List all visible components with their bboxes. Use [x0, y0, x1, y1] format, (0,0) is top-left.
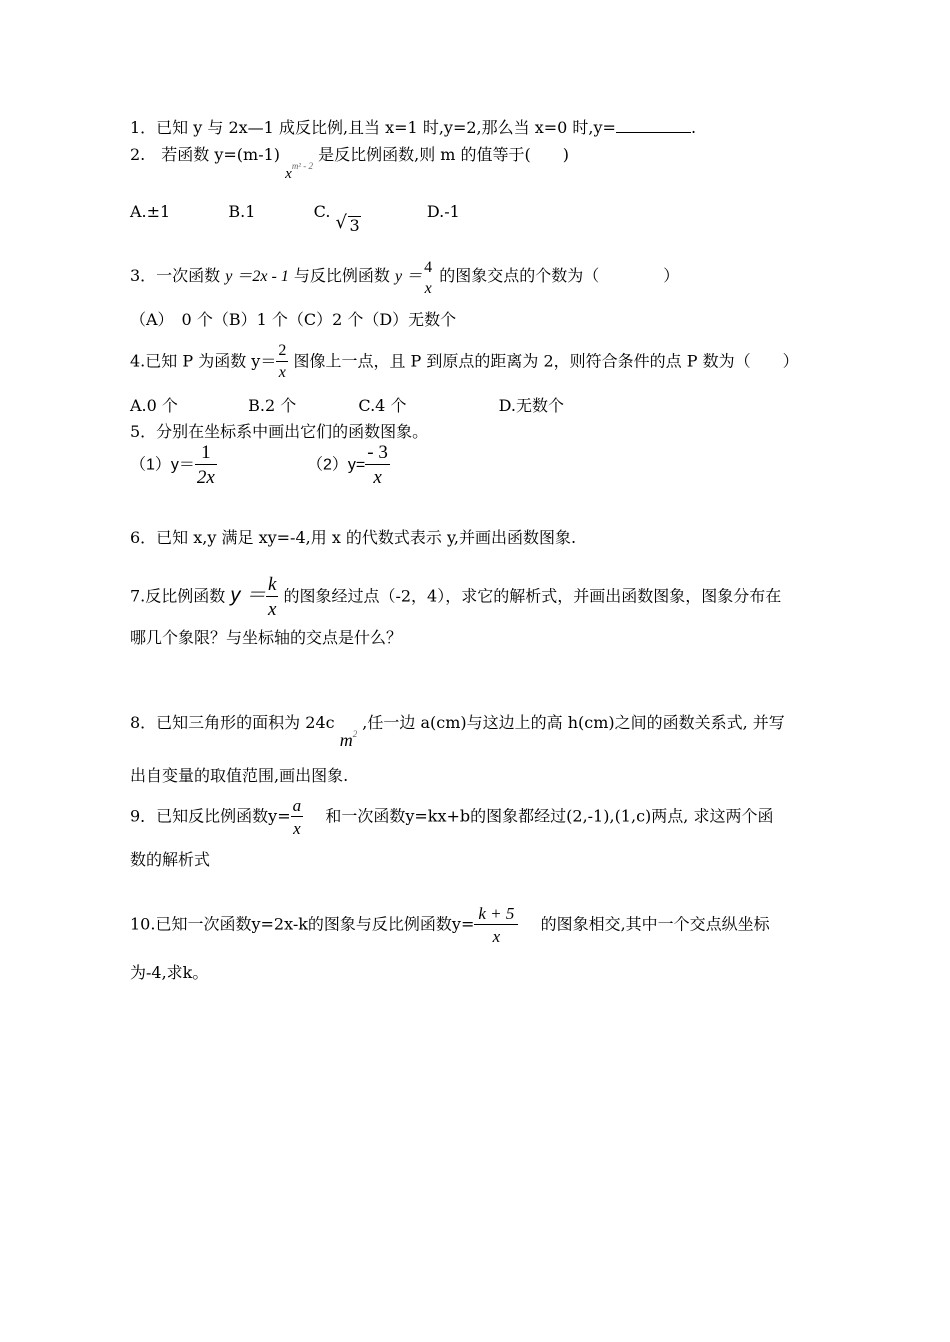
question-5: 5．分别在坐标系中画出它们的函数图象。 [130, 422, 429, 441]
question-7: 7.反比例函数 y ＝ $\frac{k}{x}$ 的图象经过点（-2，4），求它的解析式，并画出函数图象，图象分布在 [130, 574, 782, 620]
question-2: 2. 若函数 y=(m-1) $x^{m^2 - 2}$ 是反比例函数,则 m 的值等于( ) [130, 145, 570, 182]
question-2-options [130, 202, 460, 235]
question-8-line-2: 出自变量的取值范围,画出图象. [130, 766, 349, 785]
question-1: 1．已知 y 与 2x—1 成反比例,且当 x=1 时,y=2,那么当 x=0 时,y= . [130, 118, 697, 137]
fraction: $\frac{k}{x}$ [267, 574, 277, 620]
question-4: 4.已知 P 为函数 y＝ $\frac{2}{x}$ 图像上一点，且 P 到原点的距离为 2，则符合条件的点 P 数为（ ） [130, 342, 799, 381]
option-d: D.无数个 [498, 396, 564, 415]
question-5-parts: （1）y＝ $\frac{1}{2x}$ （2）y= $\frac{- 3}{x}$ [130, 442, 388, 488]
fraction: $\frac{1}{2x}$ [196, 442, 215, 488]
answer-blank [616, 118, 691, 133]
question-9-line-2: 数的解析式 [130, 850, 211, 869]
power-expression: $x^{m^2 - 2}$ [285, 161, 314, 182]
fraction: $\frac{2}{x}$ [278, 342, 287, 381]
option-b: B.2 个 [248, 396, 297, 415]
option-c: C. [313, 202, 331, 221]
unit-expression: $m^2$ [339, 729, 358, 750]
option-d: D.-1 [426, 202, 460, 221]
question-3-options: （A） 0 个（B）1 个（C）2 个（D）无数个 [130, 310, 457, 329]
fraction: $\frac{k + 5}{x}$ [474, 905, 518, 945]
option-c: C.4 个 [358, 396, 407, 415]
question-7-line-2: 哪几个象限？与坐标轴的交点是什么？ [130, 628, 403, 647]
option-a: A.0 个 [130, 396, 178, 415]
question-4-options [130, 398, 564, 414]
option-a: A.±1 [130, 202, 171, 221]
question-8: 8．已知三角形的面积为 24c $m^2$ ,任一边 a(cm)与这边上的高 h(cm)之间的函数关系式, 并写 [130, 713, 785, 750]
question-10-line-2: 为-4,求k。 [130, 963, 209, 982]
fraction: $\frac{- 3}{x}$ [367, 442, 388, 488]
fraction: 4 x [424, 259, 433, 297]
fraction: $\frac{a}{x}$ [292, 796, 302, 838]
option-b: B.1 [228, 202, 256, 221]
question-10: 10.已知一次函数y=2x-k的图象与反比例函数y= $\frac{k + 5}{x}$ 的图象相交,其中一个交点纵坐标 [130, 904, 770, 946]
question-3: 3．一次函数 y ＝2x - 1 与反比例函数 y ＝ 4 x 的图象交点的个数为（ ） [130, 259, 680, 297]
question-1-text: 1．已知 y 与 2x—1 成反比例,且当 x=1 时,y=2,那么当 x=0 时,y= [130, 118, 616, 137]
sqrt-expression: √ 3 [335, 212, 360, 235]
question-9: 9．已知反比例函数y= $\frac{a}{x}$ 和一次函数y=kx+b的图象都经过(2,-1),(1,c)两点, 求这两个函 [130, 796, 774, 838]
question-6: 6．已知 x,y 满足 xy=-4,用 x 的代数式表示 y,并画出函数图象. [130, 528, 577, 547]
